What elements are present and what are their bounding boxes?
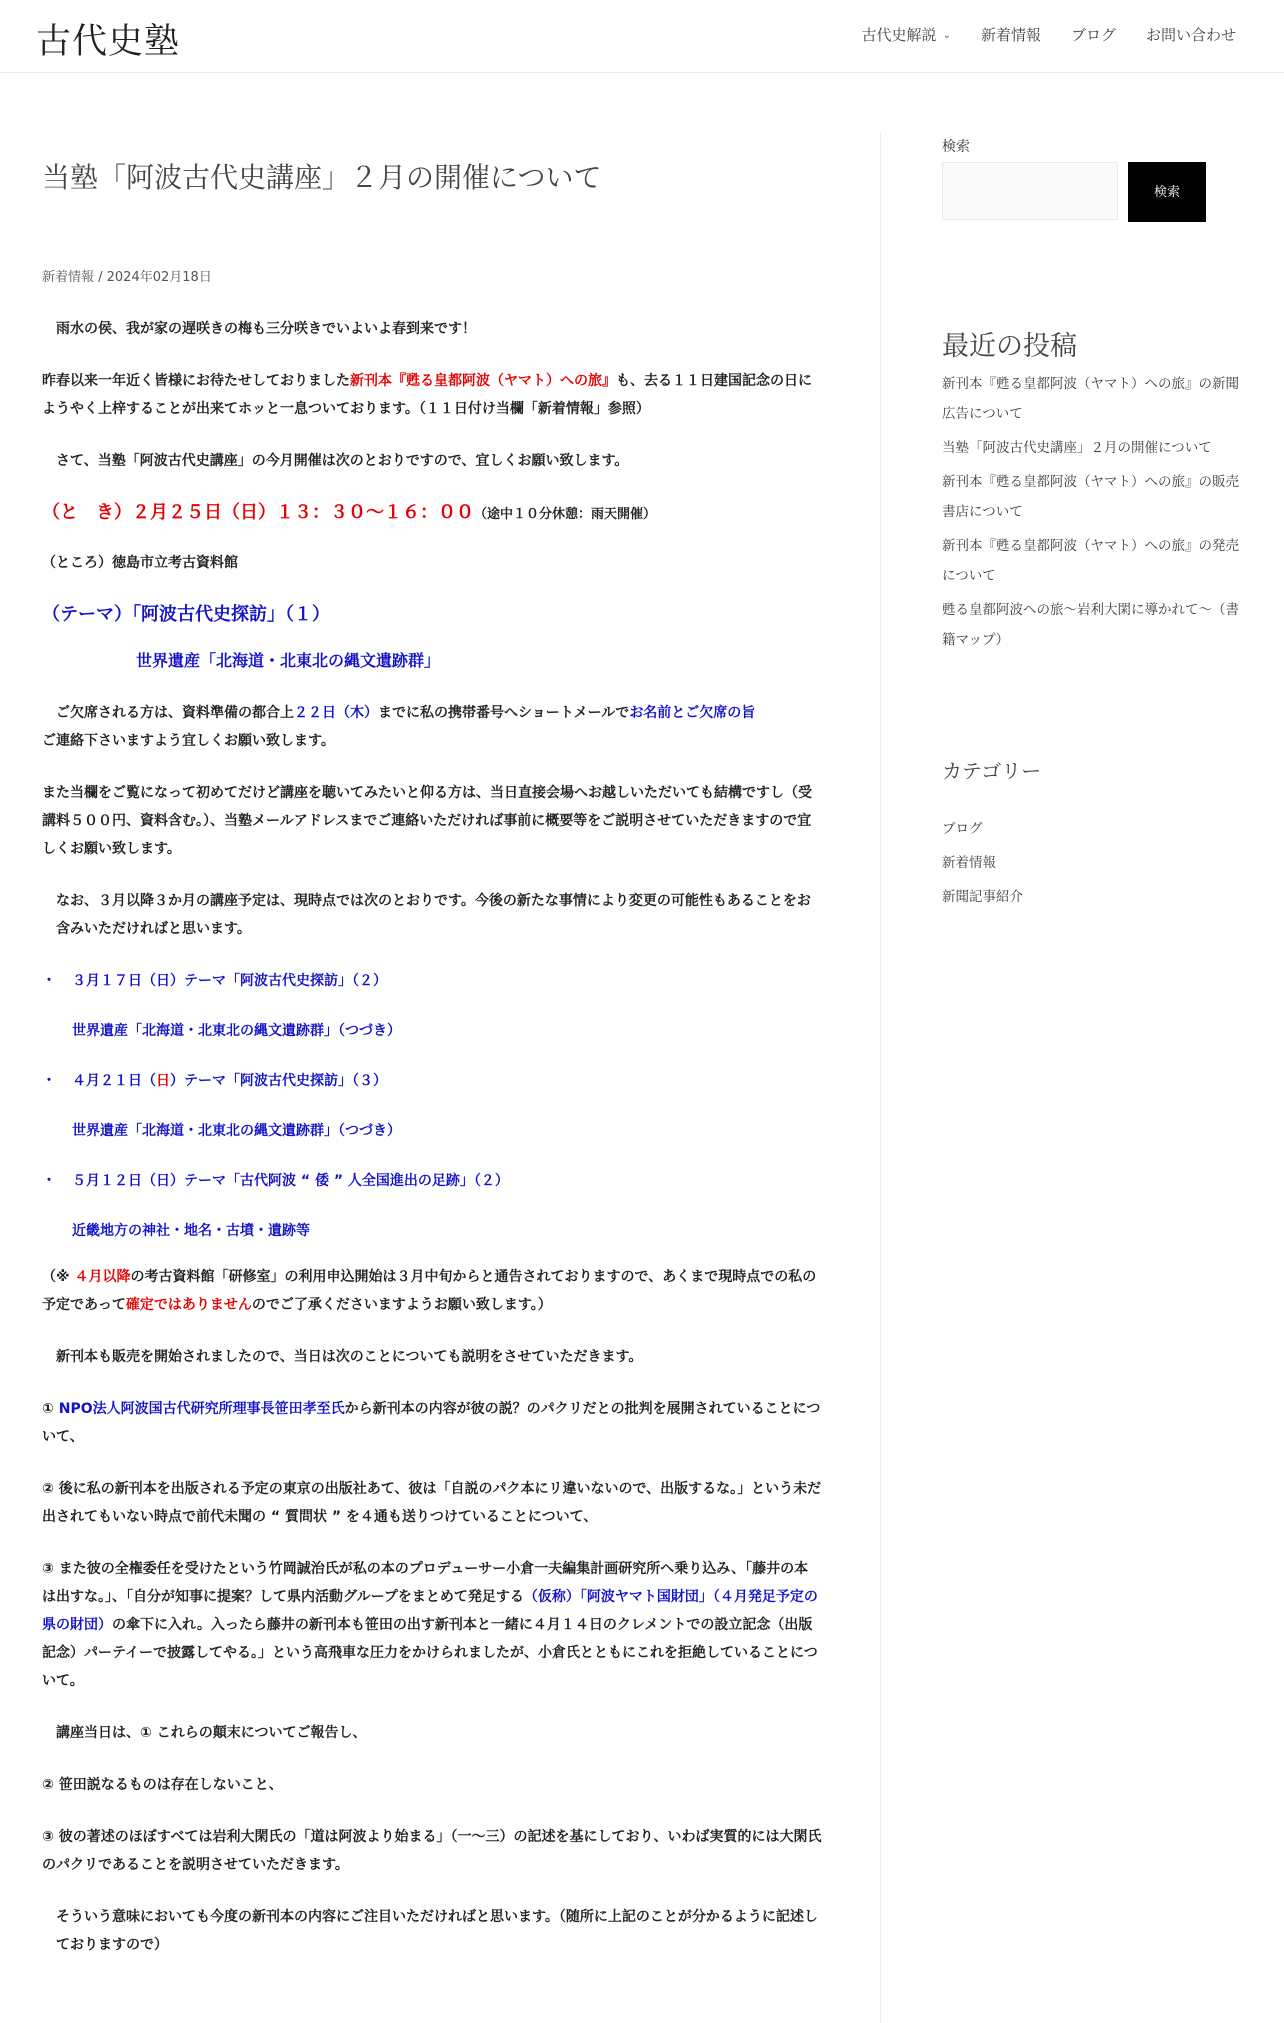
text: 昨春以来一年近く皆様にお待たせしておりました bbox=[42, 373, 350, 390]
name-highlight: NPO法人阿波国古代研究所理事長笹田孝至氏 bbox=[58, 1401, 345, 1418]
bullet: ・ bbox=[42, 1173, 56, 1190]
paragraph: 新刊本も販売を開始されましたので、当日は次のことについても説明をさせていただきます。 bbox=[56, 1349, 643, 1366]
main-nav bbox=[862, 24, 1236, 45]
content-divider bbox=[880, 132, 881, 2023]
category-link-newspaper[interactable]: 新聞記事紹介 bbox=[942, 889, 1023, 905]
nav-label: 古代史解説 bbox=[861, 26, 937, 44]
nav-item-kodaishi-kaisetsu[interactable] bbox=[862, 24, 951, 45]
schedule-sub: 近畿地方の神社・地名・古墳・遺跡等 bbox=[72, 1223, 310, 1240]
text: ご連絡下さいますよう宜しくお願い致します。 bbox=[42, 733, 335, 750]
recent-posts-list bbox=[942, 369, 1242, 655]
text: ③ また彼の全権委任を受けたという竹岡誠治氏が私の本のプロデューサー小倉一夫編集計画研究所へ乗り込み、「藤井の本は出すな。」、「自分が知事に提案？して県内活動グループをまとめて発足する bbox=[42, 1561, 809, 1606]
text: ご欠席される方は、資料準備の都合上 bbox=[56, 705, 294, 722]
recent-post-link[interactable]: 新刊本『甦る皇都阿波（ヤマト）への旅』の新聞広告について bbox=[942, 376, 1239, 422]
post-article bbox=[42, 160, 822, 1983]
foundation-highlight: （仮称）「阿波ヤマト国財団」（４月発足予定の県の財団） bbox=[42, 1589, 818, 1634]
sidebar bbox=[942, 136, 1242, 914]
recent-post-link[interactable]: 甦る皇都阿波への旅〜岩利大閑に導かれて〜（書籍マップ） bbox=[942, 602, 1239, 648]
schedule-item bbox=[42, 967, 822, 995]
site-title[interactable]: 古代史塾 bbox=[36, 22, 181, 62]
recent-post-link[interactable]: 新刊本『甦る皇都阿波（ヤマト）への旅』の発売について bbox=[942, 538, 1239, 584]
paragraph bbox=[42, 1555, 822, 1695]
categories-list bbox=[942, 812, 1242, 914]
notice-highlight: ４月以降 bbox=[74, 1269, 131, 1286]
paragraph: ② 笹田説なるものは存在しないこと、 bbox=[42, 1777, 283, 1794]
schedule-text: ４月２１日（ bbox=[72, 1073, 156, 1090]
text: までに私の携帯番号へショートメールで bbox=[378, 705, 630, 722]
event-place: （ところ）徳島市立考古資料館 bbox=[42, 555, 238, 572]
event-date-text: （と き）２月２５日（日）１３：３０〜１６：００ bbox=[42, 502, 474, 524]
nav-item-news[interactable]: 新着情報 bbox=[980, 26, 1041, 44]
category-link-news[interactable]: 新着情報 bbox=[942, 855, 996, 871]
text: も、去る１１日建国記念の日にようやく上梓することが出来てホッと一息ついております。（１１日付け当欄「新着情報」参照） bbox=[42, 373, 812, 418]
paragraph: ③ 彼の著述のほぼすべては岩利大閑氏の「道は阿波より始まる」（一〜三）の記述を基にしており、いわば実質的には大閑氏のパクリであることを説明させていただきます。 bbox=[42, 1829, 822, 1874]
schedule-sub: 世界遺産「北海道・北東北の縄文遺跡群」（つづき） bbox=[72, 1023, 401, 1040]
schedule-text: ３月１７日（日）テーマ「阿波古代史探訪」（２） bbox=[72, 973, 387, 990]
text: の考古資料館「研修室」の利用申込開始は３月中旬からと通告されておりますので、あくまで現時点での私の予定であって bbox=[42, 1269, 817, 1314]
nav-item-blog[interactable]: ブログ bbox=[1070, 26, 1116, 44]
search-input[interactable] bbox=[942, 162, 1118, 220]
schedule-item bbox=[42, 1167, 822, 1195]
event-date-note: （途中１０分休憩：雨天開催） bbox=[474, 507, 657, 523]
nav-item-contact[interactable]: お問い合わせ bbox=[1145, 26, 1236, 44]
search-form bbox=[942, 162, 1242, 222]
text: の傘下に入れ。入ったら藤井の新刊本も笹田の出す新刊本と一緒に４月１４日のクレメントでの設立記念（出版記念）パーテイーで披露してやる。」という高飛車な圧力をかけられましたが、小倉氏とともにこれを拒絶していることについて。 bbox=[42, 1617, 818, 1690]
paragraph: さて、当塾「阿波古代史講座」の今月開催は次のとおりですので、宜しくお願い致します。 bbox=[56, 453, 629, 470]
chevron-down-icon: ⌄ bbox=[942, 30, 951, 41]
deadline-highlight: ２２日（木） bbox=[294, 705, 378, 722]
paragraph: そういう意味においても今度の新刊本の内容にご注目いただければと思います。（随所に上記のことが分かるように記述しておりますので） bbox=[56, 1909, 818, 1954]
schedule-sub: 世界遺産「北海道・北東北の縄文遺跡群」（つづき） bbox=[72, 1123, 401, 1140]
event-theme-sub: 世界遺産「北海道・北東北の縄文遺跡群」 bbox=[136, 651, 441, 671]
post-meta: 新着情報 / 2024年02月18日 bbox=[42, 270, 212, 286]
search-button[interactable]: 検索 bbox=[1128, 162, 1206, 222]
text: ① bbox=[42, 1401, 59, 1418]
paragraph: 雨水の侯、我が家の遅咲きの梅も三分咲きでいよいよ春到来です！ bbox=[56, 321, 476, 338]
event-date bbox=[42, 499, 822, 529]
paragraph: また当欄をご覧になって初めてだけど講座を聴いてみたいと仰る方は、当日直接会場へお越しいただいても結構ですし（受講料５００円、資料含む。）、当塾メールアドレスまでご連絡いただければ事前に概要等をご説明させていただきますので宜しくお願い致します。 bbox=[42, 785, 812, 858]
recent-post-link[interactable]: 当塾「阿波古代史講座」２月の開催について bbox=[942, 440, 1212, 456]
schedule-text: ５月１２日（日）テーマ「古代阿波 “ 倭 ” 人全国進出の足跡」（２） bbox=[72, 1173, 509, 1190]
schedule-item bbox=[42, 1067, 822, 1095]
text: （※ bbox=[42, 1269, 75, 1286]
schedule-day-highlight: 日 bbox=[156, 1073, 170, 1090]
schedule-text: ）テーマ「阿波古代史探訪」（３） bbox=[170, 1073, 387, 1090]
request-highlight: お名前とご欠席の旨 bbox=[629, 705, 756, 722]
site-header bbox=[0, 0, 1284, 73]
bullet: ・ bbox=[42, 1073, 56, 1090]
paragraph: なお、３月以降３か月の講座予定は、現時点では次のとおりです。今後の新たな事情により変更の可能性もあることをお含みいただければと思います。 bbox=[56, 893, 811, 938]
paragraph bbox=[42, 699, 822, 755]
recent-post-link[interactable]: 新刊本『甦る皇都阿波（ヤマト）への旅』の販売書店について bbox=[942, 474, 1239, 520]
paragraph bbox=[42, 367, 822, 423]
paragraph: 講座当日は、① これらの顛末についてご報告し、 bbox=[56, 1725, 367, 1742]
bullet: ・ bbox=[42, 973, 56, 990]
paragraph bbox=[42, 1263, 822, 1319]
notice-highlight: 確定ではありません bbox=[125, 1297, 252, 1314]
search-label: 検索 bbox=[942, 139, 970, 155]
text: のでご了承くださいますようお願い致します。） bbox=[251, 1297, 552, 1314]
category-link-blog[interactable]: ブログ bbox=[942, 821, 983, 837]
post-body bbox=[42, 315, 822, 1959]
text: から新刊本の内容が彼の説？のパクリだとの批判を展開されていることについて、 bbox=[42, 1401, 821, 1446]
paragraph: ② 後に私の新刊本を出版される予定の東京の出版社あて、彼は「自説のパク本にリ違いないので、出版するな。」という未だ出されてもいない時点で前代未聞の “ 質問状 ” を４通も送りつけていることについて、 bbox=[42, 1481, 822, 1526]
paragraph bbox=[42, 1395, 822, 1451]
post-title: 当塾「阿波古代史講座」２月の開催について bbox=[42, 161, 602, 194]
book-title-highlight: 新刊本『甦る皇都阿波（ヤマト）への旅』 bbox=[350, 373, 616, 390]
event-theme: （テーマ）「阿波古代史探訪」（１） bbox=[42, 604, 330, 626]
recent-posts-title: 最近の投稿 bbox=[942, 331, 1077, 362]
categories-title: カテゴリー bbox=[942, 759, 1042, 783]
